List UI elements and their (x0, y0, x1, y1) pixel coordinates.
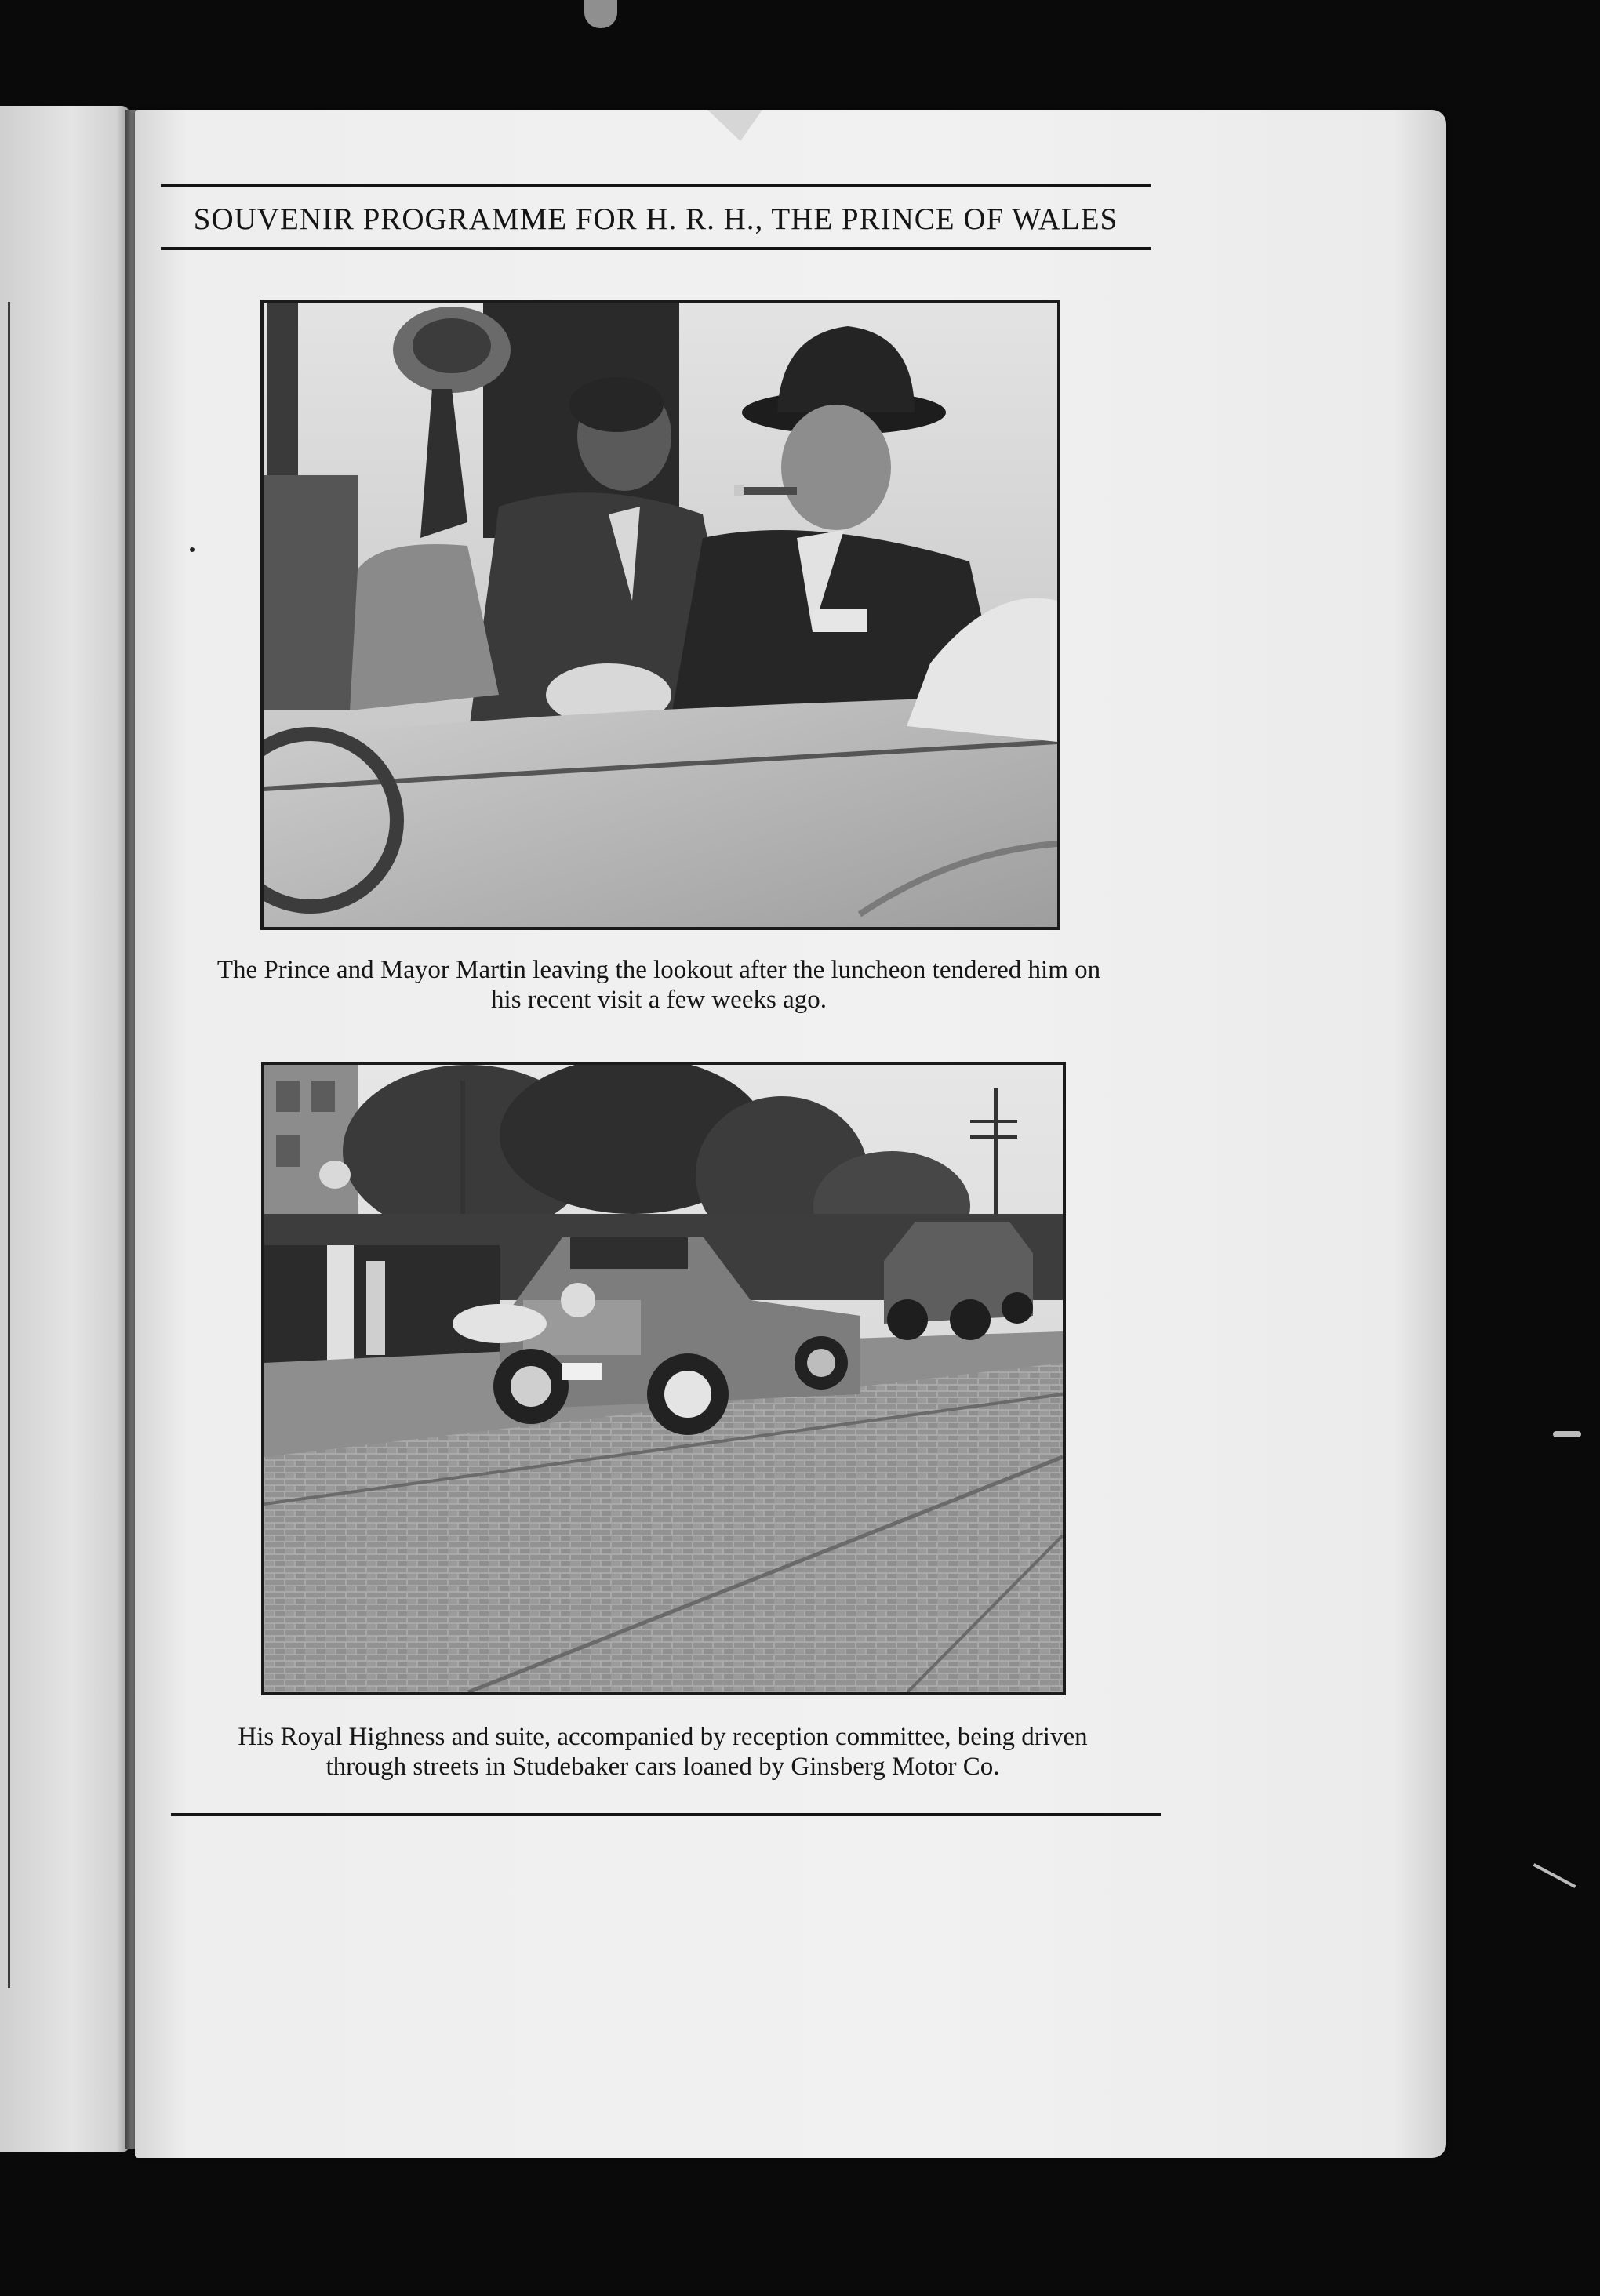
photo-motorcade-image (264, 1065, 1063, 1692)
header-rule-top (161, 184, 1151, 187)
photo-prince-and-mayor-image (264, 303, 1057, 927)
caption-prince-and-mayor-line1: The Prince and Mayor Martin leaving the lookout after the luncheon tendered him on (216, 956, 1101, 984)
previous-page-edge (0, 106, 129, 2152)
header-rule-bottom (161, 247, 1151, 250)
ink-speck (190, 547, 195, 552)
page-title: SOUVENIR PROGRAMME FOR H. R. H., THE PRINCE OF WALES (193, 202, 1118, 236)
caption-prince-and-mayor (157, 955, 1161, 1015)
scan-artifact (1533, 1863, 1576, 1888)
scan-artifact (1553, 1431, 1581, 1437)
photo-prince-and-mayor (260, 300, 1060, 930)
photo-motorcade (261, 1062, 1066, 1695)
caption-prince-and-mayor-line2: his recent visit a few weeks ago. (491, 986, 827, 1014)
scan-artifact (584, 0, 617, 28)
caption-motorcade-line2: through streets in Studebaker cars loaned by Ginsberg Motor Co. (325, 1753, 1000, 1781)
paper-tab (707, 110, 762, 141)
caption-motorcade-line1: His Royal Highness and suite, accompanied by reception committee, being driven (238, 1723, 1088, 1751)
previous-page-rule (0, 302, 10, 1988)
caption-motorcade (165, 1722, 1161, 1782)
page-header (161, 184, 1151, 253)
footer-rule (171, 1813, 1161, 1816)
